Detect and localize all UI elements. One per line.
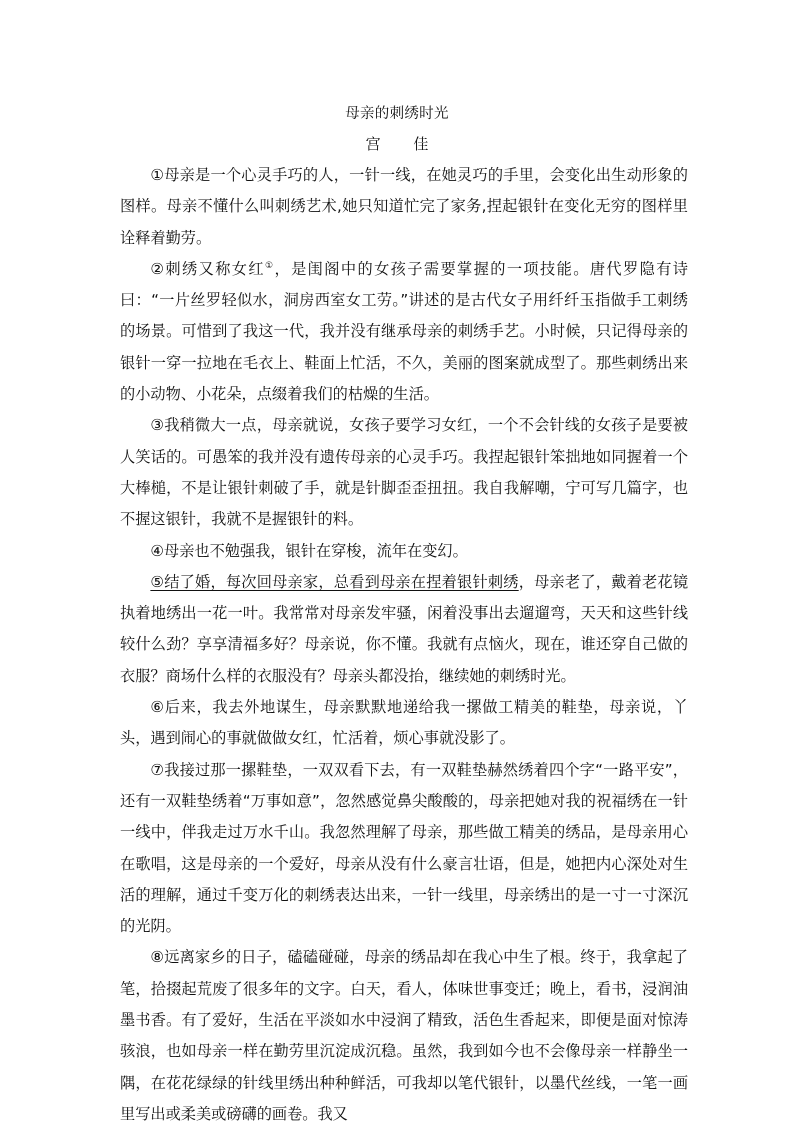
paragraph-7: ⑦我接过那一摞鞋垫，一双双看下去，有一双鞋垫赫然绣着四个字“一路平安”，还有一双鞋垫绣着“万事如意”，忽然感觉鼻尖酸酸的，母亲把她对我的祝福绣在一针一线中，伴我走过万水千山。我忽然理解了母亲，那些做工精美的绣品，是母亲用心在歌唱，这是母亲的一个爱好，母亲从没有什么豪言壮语，但是，她把内心深处对生活的理解，通过千变万化的刺绣表达出来，一针一线里，母亲绣出的是一寸一寸深沉的光阴。 xyxy=(120,760,688,936)
paragraph-2-rest: ，是闺阁中的女孩子需要掌握的一项技能。唐代罗隐有诗曰：“一片丝罗轻似水，洞房西室女工劳。”讲述的是古代女子用纤纤玉指做手工刺绣的场景。可惜到了我这一代，我并没有继承母亲的刺绣手艺。小时候，只记得母亲的银针一穿一拉地在毛衣上、鞋面上忙活，不久，美丽的图案就成型了。那些刺绣出来的小动物、小花朵，点缀着我们的枯燥的生活。 xyxy=(120,259,688,404)
paragraph-6: ⑥后来，我去外地谋生，母亲默默地递给我一摞做工精美的鞋垫，母亲说，丫头，遇到闹心的事就做做女红，忙活着，烦心事就没影了。 xyxy=(120,698,688,748)
paragraph-2 xyxy=(120,254,688,410)
paragraph-1: ①母亲是一个心灵手巧的人，一针一线，在她灵巧的手里，会变化出生动形象的图样。母亲不懂什么叫刺绣艺术,她只知道忙完了家务,捏起银针在变化无穷的图样里诠释着勤劳。 xyxy=(120,166,688,247)
paragraph-4: ④母亲也不勉强我，银针在穿梭，流年在变幻。 xyxy=(150,541,468,560)
article-title: 母亲的刺绣时光 xyxy=(345,106,449,122)
footnote-marker: ① xyxy=(265,260,275,271)
underlined-sentence: ⑤结了婚，每次回母亲家，总看到母亲在捏着银针刺绣 xyxy=(150,572,519,591)
paragraph-5-rest: ，母亲老了，戴着老花镜执着地绣出一花一叶。我常常对母亲发牢骚，闲着没事出去遛遛弯，天天和这些针线较什么劲？享享清福多好？母亲说，你不懂。我就有点恼火，现在，谁还穿自己做的衣服？商场什么样的衣服没有？母亲头都没抬，继续她的刺绣时光。 xyxy=(120,572,689,685)
article-body xyxy=(120,160,688,1130)
paragraph-8: ⑧远离家乡的日子，磕磕碰碰，母亲的绣品却在我心中生了根。终于，我拿起了笔，拾掇起荒废了很多年的文字。白天，看人，体味世事变迁；晚上，看书，浸润油墨书香。有了爱好，生活在平淡如水中浸润了精致，活色生香起来，即便是面对惊涛骇浪，也如母亲一样在勤劳里沉淀成沉稳。虽然，我到如今也不会像母亲一样静坐一隅，在花花绿绿的针线里绣出种种鲜活，可我却以笔代银针，以墨代丝线，一笔一画里写出或柔美或磅礴的画卷。我又 xyxy=(120,948,688,1123)
paragraph-3: ③我稍微大一点，母亲就说，女孩子要学习女红，一个不会针线的女孩子是要被人笑话的。可愚笨的我并没有遗传母亲的心灵手巧。我捏起银针笨拙地如同握着一个大棒槌，不是让银针刺破了手，就是针脚歪歪扭扭。我自我解嘲，宁可写几篇字，也不握这银针，我就不是握银针的料。 xyxy=(120,416,688,529)
paragraph-2-start: ②刺绣又称女红 xyxy=(150,259,265,278)
article-author: 宫 佳 xyxy=(365,135,443,153)
paragraph-5 xyxy=(120,567,688,692)
